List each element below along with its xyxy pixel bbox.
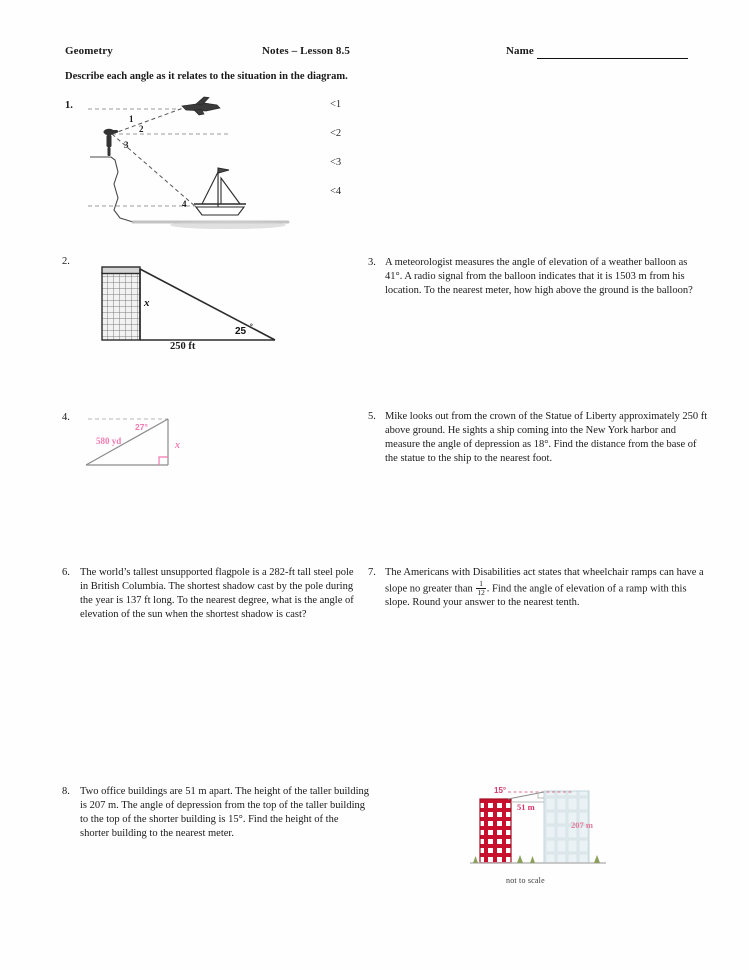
- problem-5-text: Mike looks out from the crown of the Statue of Liberty approximately 250 ft above ground. He sights a ship coming into the New York harbor and measure the angle of depression as 18°. Find the distance from the base of the statue to the ship to the nearest foot.: [385, 411, 708, 464]
- svg-text:1: 1: [129, 114, 134, 124]
- problem-5-number: 5.: [368, 411, 376, 422]
- svg-text:51 m: 51 m: [517, 802, 535, 812]
- problem-7-number: 7.: [368, 567, 376, 578]
- diagram-right-triangle-depression: [80, 410, 195, 472]
- svg-text:°: °: [250, 324, 253, 331]
- problem-2-number: 2.: [62, 256, 70, 267]
- svg-text:x: x: [175, 440, 180, 451]
- diagram-two-buildings: [468, 783, 608, 873]
- diagram-building-triangle: [95, 258, 290, 350]
- instruction-text: Describe each angle as it relates to the situation in the diagram.: [65, 71, 348, 82]
- header-course: Geometry: [65, 45, 113, 57]
- buildings-diagram-caption: not to scale: [506, 876, 545, 885]
- problem-8-number: 8.: [62, 786, 70, 797]
- problem-6-number: 6.: [62, 567, 70, 578]
- angle-slot-4[interactable]: <4: [330, 186, 342, 197]
- problem-3-number: 3.: [368, 257, 376, 268]
- svg-text:4: 4: [182, 199, 187, 209]
- problem-8-text: Two office buildings are 51 m apart. The height of the taller building is 207 m. The angle of depression from the top of the taller building to the top of the shorter building is 15°. Find the height of the shorter building to the nearest meter.: [80, 786, 370, 839]
- header-name-label: Name: [506, 45, 534, 57]
- problem-7-text-after: . Find the angle of elevation of a ramp with this slope. Round your answer to the nearest tenth.: [385, 583, 687, 609]
- angle-slot-1[interactable]: <1: [330, 99, 342, 110]
- fraction-numerator: 1: [479, 578, 483, 588]
- problem-4-number: 4.: [62, 412, 70, 423]
- svg-text:580 yd: 580 yd: [96, 436, 122, 446]
- problem-3-text: A meteorologist measures the angle of elevation of a weather balloon as 41°. A radio signal from the balloon indicates that it is 1503 m from his location. To the nearest meter, how high above the ground is the balloon?: [385, 257, 693, 296]
- angle-slot-2[interactable]: <2: [330, 128, 342, 139]
- svg-text:15°: 15°: [494, 786, 507, 795]
- diagram-cliff-observer-plane-boat: [78, 94, 298, 234]
- header-title: Notes – Lesson 8.5: [262, 45, 350, 57]
- problem-2-base-label: 250 ft: [170, 341, 196, 352]
- problem-6-text: The world’s tallest unsupported flagpole is a 282-ft tall steel pole in British Columbia. The shortest shadow cast by the pole during the year is 137 ft long. To the nearest degree, what is the angle of elevation of the sun when the shortest shadow is cast?: [80, 567, 354, 620]
- problem-1-number: 1.: [65, 100, 73, 111]
- angle-slot-3[interactable]: <3: [330, 157, 342, 168]
- svg-text:x: x: [144, 297, 150, 309]
- svg-text:3: 3: [124, 140, 129, 150]
- problem-7-text-before: The Americans with Disabilities act states that wheelchair ramps can have a slope no greater than: [385, 567, 704, 595]
- fraction-one-twelfth: [476, 580, 485, 596]
- svg-text:27°: 27°: [135, 422, 148, 432]
- fraction-denominator: 12: [477, 587, 485, 597]
- svg-text:207 m: 207 m: [571, 820, 593, 830]
- svg-text:2: 2: [139, 124, 144, 134]
- problem-7-text: [385, 566, 707, 610]
- svg-text:25: 25: [235, 326, 247, 337]
- name-blank-field[interactable]: [537, 58, 688, 59]
